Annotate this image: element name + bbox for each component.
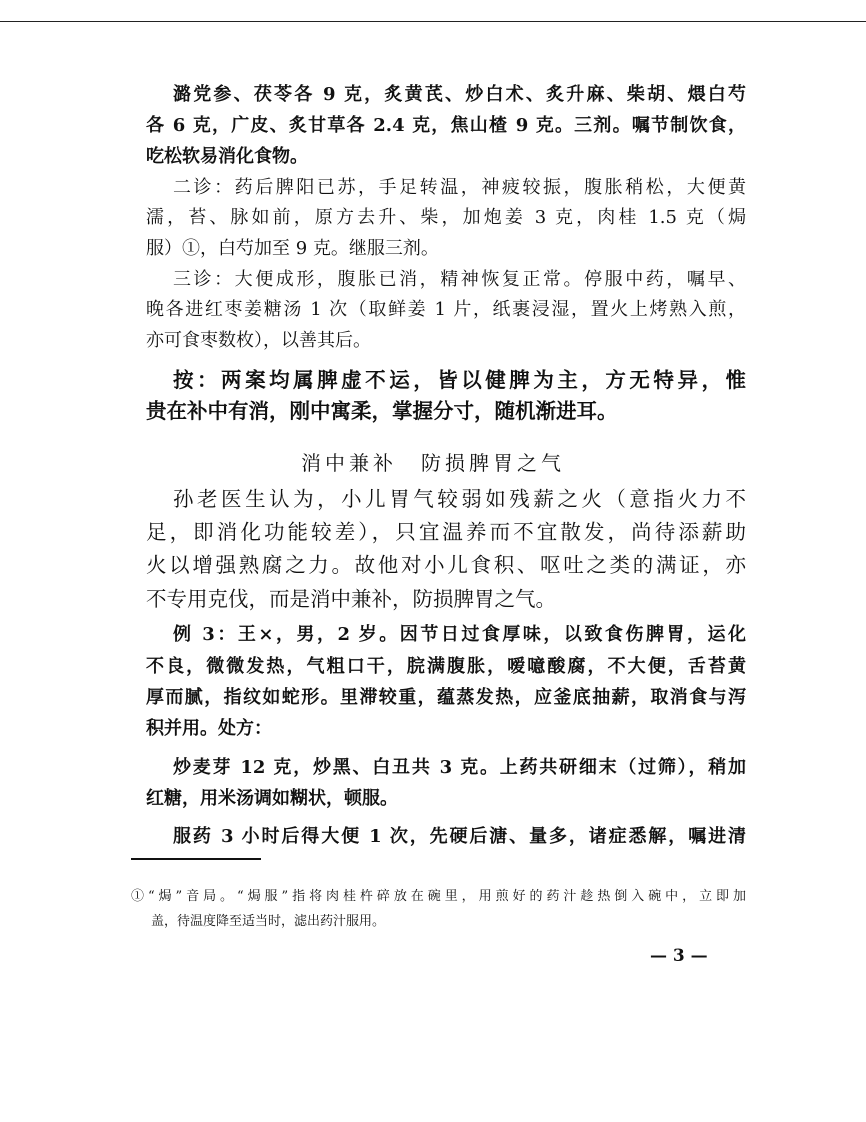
footnote-line: 盖，待温度降至适当时，滤出药汁服用。 xyxy=(151,914,386,929)
section-heading: 消中兼补 防损脾胃之气 xyxy=(301,451,565,475)
text-line: 亦可食枣数枚），以善其后。 xyxy=(146,330,371,351)
text-line: 火以增强熟腐之力。故他对小儿食积、呕吐之类的满证，亦 xyxy=(146,553,746,577)
text-line: 二诊：药后脾阳已苏，手足转温，神疲较振，腹胀稍松，大便黄 xyxy=(173,177,746,198)
text-line: 三诊：大便成形，腹胀已消，精神恢复正常。停服中药，嘱早、 xyxy=(173,269,746,290)
text-line: 潞党参、茯苓各 9 克，炙黄芪、炒白术、炙升麻、柴胡、煨白芍 xyxy=(173,84,746,105)
text-line: 濡，苔、脉如前，原方去升、柴，加炮姜 3 克，肉桂 1.5 克（焗 xyxy=(146,207,746,228)
text-line: 晚各进红枣姜糖汤 1 次（取鲜姜 1 片，纸裹浸湿，置火上烤熟入煎， xyxy=(146,299,746,320)
text-line: 不良，微微发热，气粗口干，脘满腹胀，嗳噫酸腐，不大便，舌苔黄 xyxy=(146,656,746,677)
header-rule xyxy=(0,21,866,22)
text-line: 红糖，用米汤调如糊状，顿服。 xyxy=(146,788,398,809)
page-number: — 3 — xyxy=(650,946,708,966)
text-line: 厚而腻，指纹如蛇形。里滞较重，蕴蒸发热，应釜底抽薪，取消食与泻 xyxy=(146,687,746,708)
text-line: 孙老医生认为，小儿胃气较弱如残薪之火（意指火力不 xyxy=(173,487,746,511)
text-line: 各 6 克，广皮、炙甘草各 2.4 克，焦山楂 9 克。三剂。嘱节制饮食， xyxy=(146,115,746,136)
text-line: 吃松软易消化食物。 xyxy=(146,146,308,167)
footnote-line: ①“焗”音局。“焗服”指将肉桂杵碎放在碗里，用煎好的药汁趁热倒入碗中，立即加 xyxy=(131,889,746,904)
text-line: 积并用。处方： xyxy=(146,718,272,739)
text-line: 足，即消化功能较差），只宜温养而不宜散发，尚待添薪助 xyxy=(146,520,746,544)
text-line: 服）①，白芍加至 9 克。继服三剂。 xyxy=(146,238,439,259)
text-line: 炒麦芽 12 克，炒黑、白丑共 3 克。上药共研细末（过筛），稍加 xyxy=(173,757,746,778)
text-line: 服药 3 小时后得大便 1 次，先硬后溏、量多，诸症悉解，嘱进清 xyxy=(173,826,746,847)
footnote-rule xyxy=(131,858,261,860)
text-line: 例 3：王×，男，2 岁。因节日过食厚味，以致食伤脾胃，运化 xyxy=(173,624,746,645)
text-line: 不专用克伐，而是消中兼补，防损脾胃之气。 xyxy=(146,587,556,611)
text-line: 贵在补中有消，刚中寓柔，掌握分寸，随机渐进耳。 xyxy=(146,399,618,423)
text-line: 按：两案均属脾虚不运，皆以健脾为主，方无特异，惟 xyxy=(173,368,746,392)
